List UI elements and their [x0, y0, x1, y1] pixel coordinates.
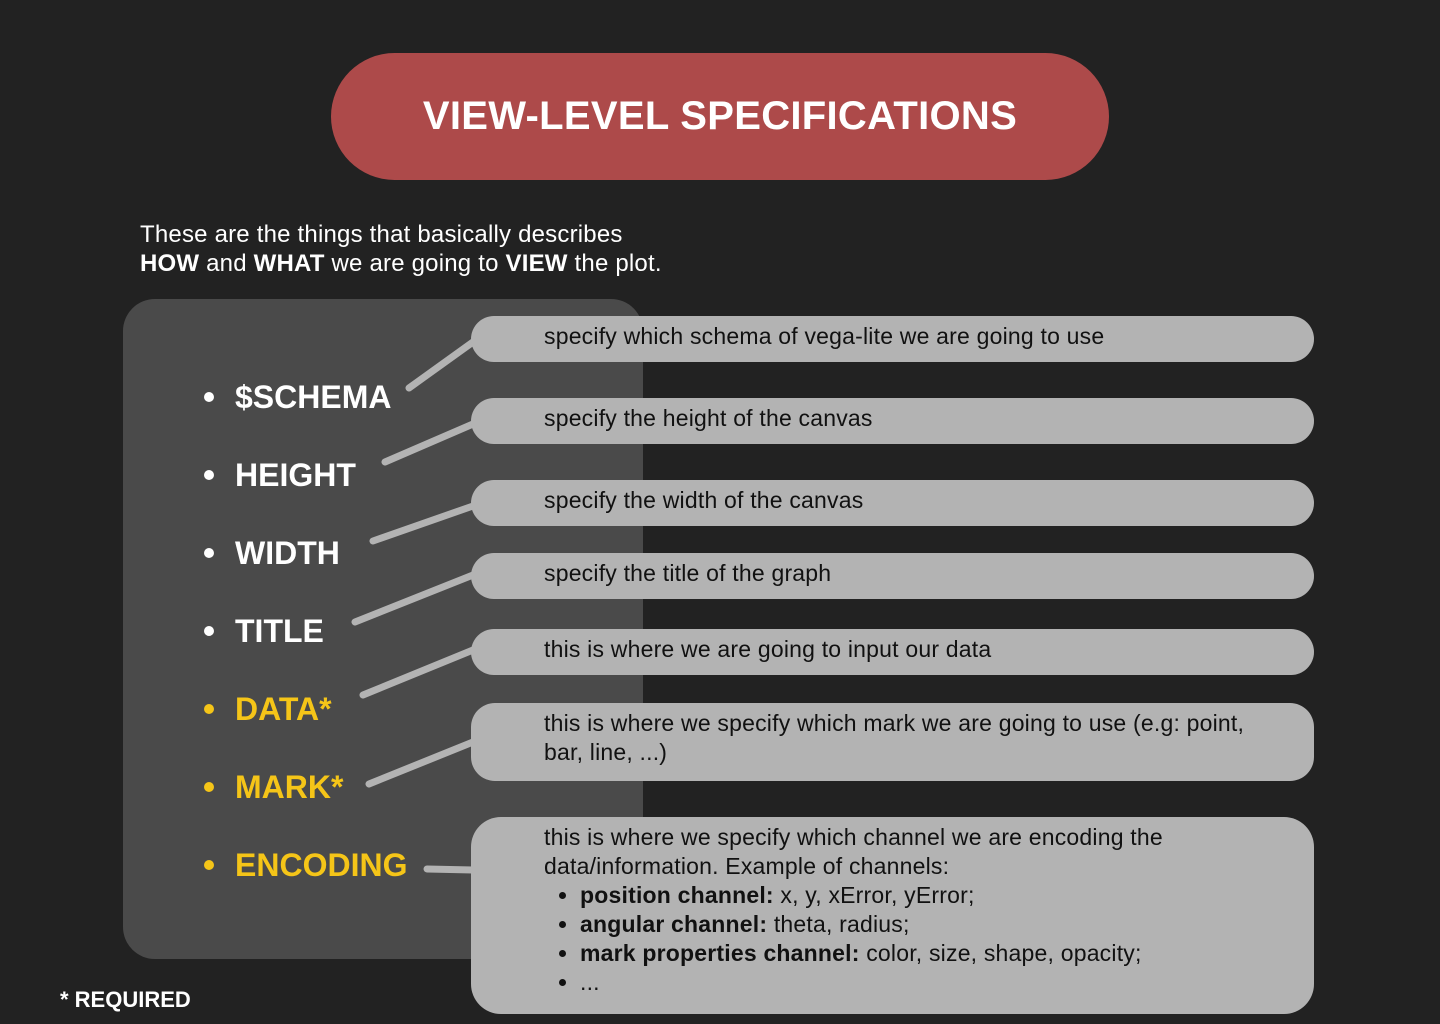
- desc-text: specify the height of the canvas: [544, 405, 873, 431]
- desc-schema: [471, 316, 1314, 362]
- desc-width: [471, 480, 1314, 526]
- term-title: [204, 611, 324, 651]
- channel-values: ...: [580, 969, 600, 995]
- channel-values: theta, radius;: [767, 911, 910, 937]
- intro-view: VIEW: [505, 250, 568, 277]
- term-label: ENCODING: [235, 846, 408, 883]
- channel-item-mark-properties: [580, 939, 1284, 968]
- bullet-icon: [204, 548, 214, 558]
- required-footnote: * REQUIRED: [60, 987, 191, 1012]
- connector-height: [385, 424, 473, 462]
- bullet-icon: [204, 626, 214, 636]
- connector-schema: [409, 342, 473, 388]
- channel-name: mark properties channel:: [580, 940, 860, 966]
- channel-name: angular channel:: [580, 911, 768, 937]
- desc-text: specify the width of the canvas: [544, 487, 864, 513]
- bullet-icon: [204, 860, 214, 870]
- channel-name: position channel:: [580, 882, 774, 908]
- term-label: $SCHEMA: [235, 378, 392, 415]
- desc-encoding: [471, 817, 1314, 1014]
- term-mark: [204, 767, 343, 807]
- intro-mid: we are going to: [324, 250, 506, 277]
- desc-text: specify the title of the graph: [544, 560, 832, 586]
- desc-text: this is where we are going to input our data: [544, 636, 992, 662]
- bullet-icon: [204, 470, 214, 480]
- channel-item-angular: [580, 910, 1284, 939]
- desc-title: [471, 553, 1314, 599]
- channel-values: color, size, shape, opacity;: [859, 940, 1142, 966]
- term-height: [204, 455, 356, 495]
- bullet-icon: [204, 704, 214, 714]
- intro-end: the plot.: [567, 250, 662, 277]
- channel-item-position: [580, 881, 1284, 910]
- desc-text: this is where we specify which channel we are encoding the data/information. Example of channels:: [544, 824, 1163, 879]
- intro-line-1: These are the things that basically describes: [140, 221, 623, 248]
- channel-item-more: [580, 968, 1284, 997]
- intro-what: WHAT: [253, 250, 325, 277]
- connector-width: [373, 506, 473, 541]
- term-data: [204, 689, 332, 729]
- term-encoding: [204, 845, 407, 885]
- connector-encoding: [427, 869, 473, 870]
- connector-title: [355, 575, 473, 622]
- intro-how: HOW: [140, 250, 200, 277]
- bullet-icon: [204, 392, 214, 402]
- term-label: WIDTH: [235, 534, 340, 571]
- channel-list: [544, 881, 1284, 997]
- connector-mark: [369, 742, 473, 784]
- term-label: TITLE: [235, 612, 324, 649]
- connector-data: [363, 650, 473, 695]
- desc-text: this is where we specify which mark we are going to use (e.g: point, bar, line, ...): [544, 710, 1245, 765]
- term-schema: [204, 377, 391, 417]
- term-label: HEIGHT: [235, 456, 356, 493]
- desc-height: [471, 398, 1314, 444]
- desc-mark: [471, 703, 1314, 781]
- term-width: [204, 533, 340, 573]
- term-label: DATA*: [235, 690, 332, 727]
- desc-data: [471, 629, 1314, 675]
- page-title: VIEW-LEVEL SPECIFICATIONS: [422, 94, 1018, 138]
- intro-and: and: [199, 250, 254, 277]
- desc-text: specify which schema of vega-lite we are going to use: [544, 323, 1105, 349]
- bullet-icon: [204, 782, 214, 792]
- channel-values: x, y, xError, yError;: [773, 882, 975, 908]
- term-label: MARK*: [235, 768, 344, 805]
